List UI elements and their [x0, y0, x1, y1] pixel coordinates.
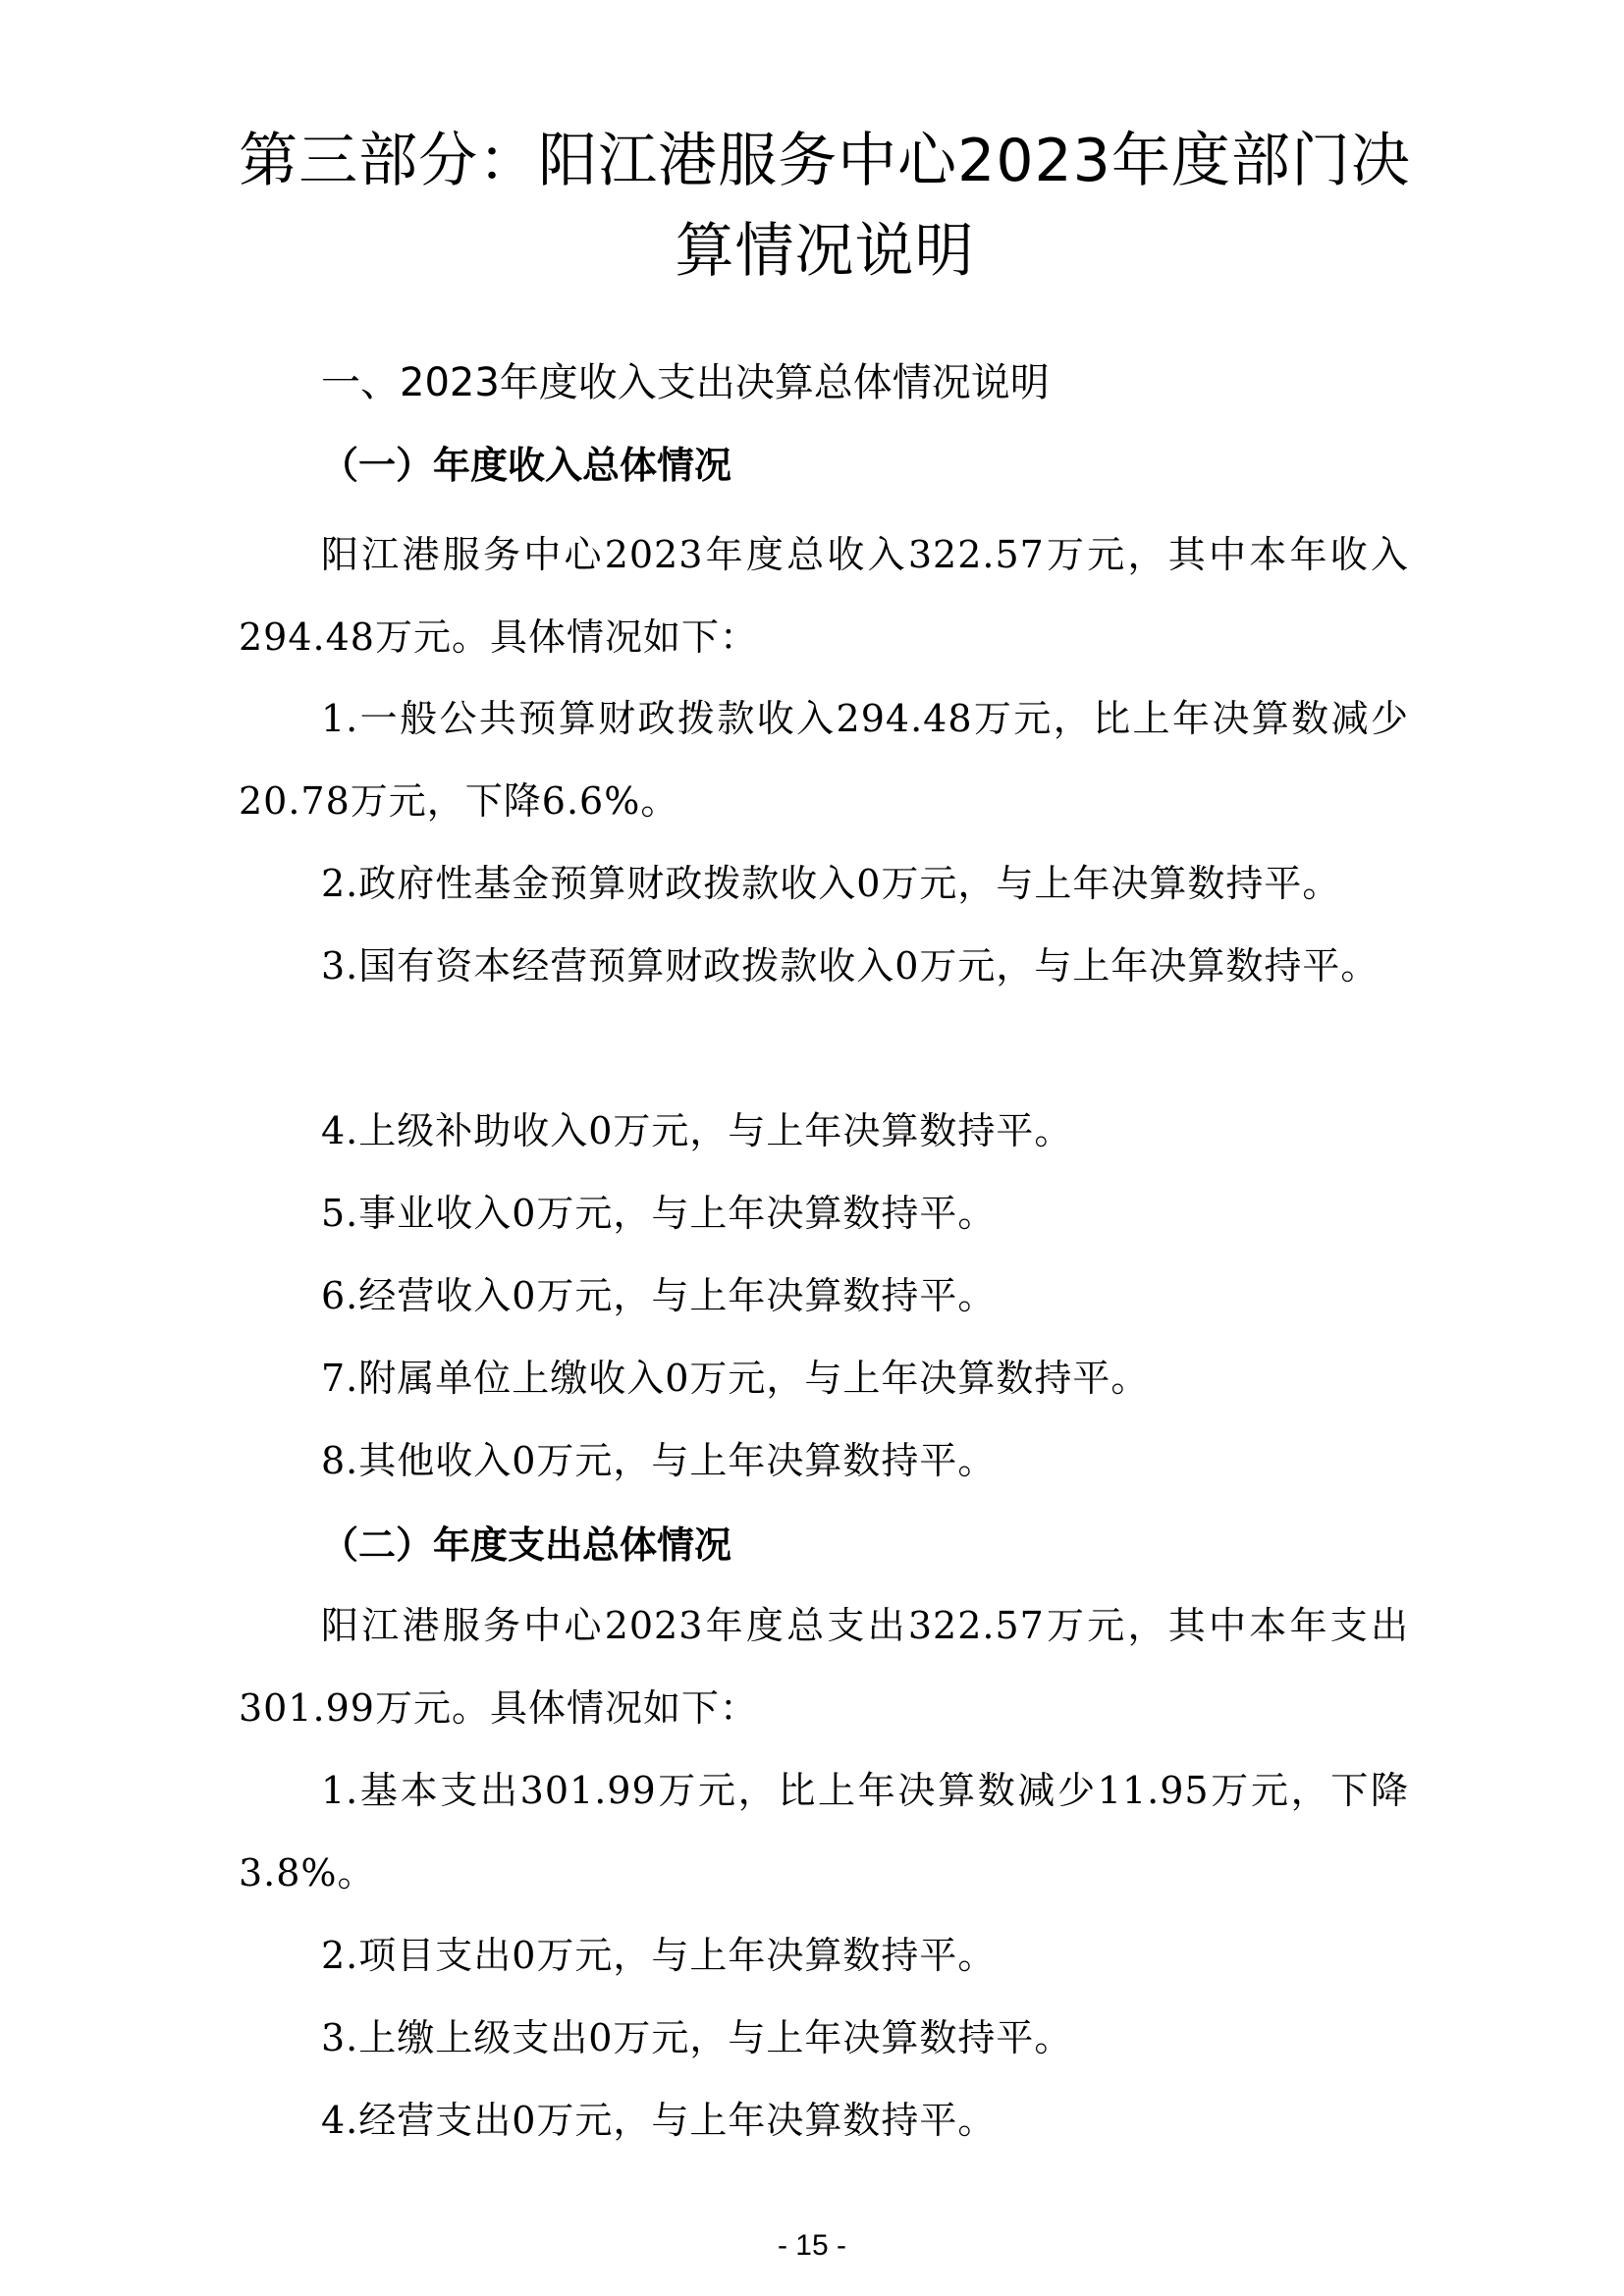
income-item-2: 2.政府性基金预算财政拨款收入0万元，与上年决算数持平。 [321, 862, 1341, 905]
income-item-1: 1.一般公共预算财政拨款收入294.48万元，比上年决算数减少20.78万元，下降6.6%。 [239, 697, 1409, 823]
income-item-8: 8.其他收入0万元，与上年决算数持平。 [321, 1439, 997, 1482]
page-title [236, 116, 1414, 296]
page-title-line-1: 第三部分：阳江港服务中心2023年度部门决 [239, 127, 1411, 195]
subsection-heading-income: （一）年度收入总体情况 [321, 444, 732, 487]
expenditure-item-3: 3.上缴上级支出0万元，与上年决算数持平。 [321, 2016, 1073, 2059]
subsection-heading-expenditure: （二）年度支出总体情况 [321, 1523, 732, 1567]
income-item-7: 7.附属单位上缴收入0万元，与上年决算数持平。 [321, 1357, 1150, 1400]
page-title-line-2: 算情况说明 [675, 217, 975, 286]
income-item-5: 5.事业收入0万元，与上年决算数持平。 [321, 1192, 997, 1235]
income-summary-paragraph: 阳江港服务中心2023年度总收入322.57万元，其中本年收入294.48万元。具体情况如下： [239, 533, 1409, 659]
expenditure-item-1: 1.基本支出301.99万元，比上年决算数减少11.95万元，下降3.8%。 [239, 1769, 1409, 1895]
page-number: - 15 - [777, 2229, 847, 2262]
income-item-6: 6.经营收入0万元，与上年决算数持平。 [321, 1274, 997, 1317]
expenditure-summary-paragraph: 阳江港服务中心2023年度总支出322.57万元，其中本年支出301.99万元。具体情况如下： [239, 1604, 1409, 1730]
expenditure-item-2: 2.项目支出0万元，与上年决算数持平。 [321, 1934, 997, 1977]
section-heading-overview: 一、2023年度收入支出决算总体情况说明 [321, 360, 1050, 405]
expenditure-item-4: 4.经营支出0万元，与上年决算数持平。 [321, 2099, 997, 2142]
income-item-4: 4.上级补助收入0万元，与上年决算数持平。 [321, 1109, 1073, 1152]
income-item-3: 3.国有资本经营预算财政拨款收入0万元，与上年决算数持平。 [321, 944, 1380, 988]
